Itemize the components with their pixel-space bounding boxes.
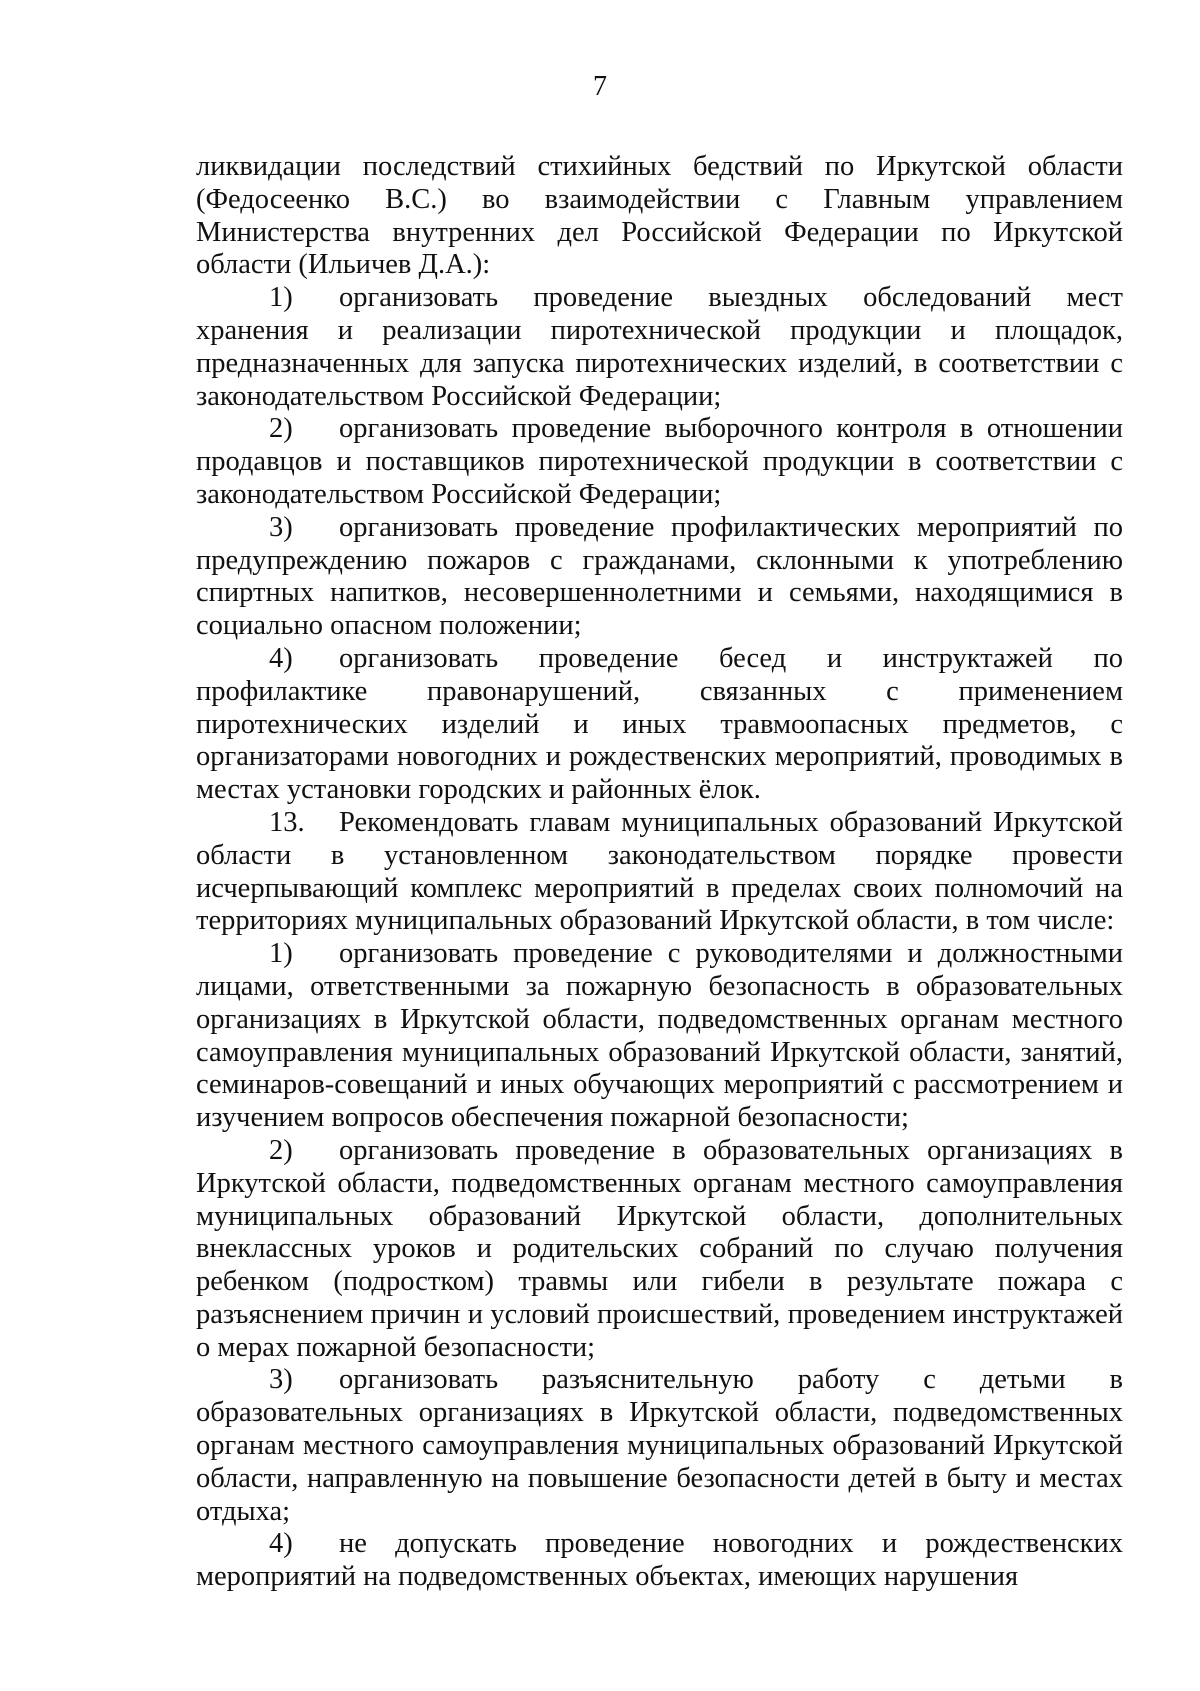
document-body	[196, 151, 1123, 1594]
list-item	[196, 1135, 1123, 1365]
list-item	[196, 1528, 1123, 1594]
clause-number: 13.	[269, 806, 305, 838]
list-marker: 2)	[269, 413, 293, 445]
numbered-clause	[196, 807, 1123, 938]
list-item	[196, 282, 1123, 413]
list-item	[196, 938, 1123, 1135]
list-marker: 3)	[269, 511, 293, 543]
paragraph-text: Рекомендовать главам муниципальных образований Иркутской области в установленном законодательством порядке провести исчерпывающий комплекс мероприятий в пределах своих полномочий на территориях муниципальных образований Иркутской области, в том числе:	[196, 806, 1123, 937]
paragraph-text: организовать проведение в образовательных организациях в Иркутской области, подведомственных органам местного самоуправления муниципальных образований Иркутской области, дополнительных внеклассных уроков и родительских собраний по случаю получения ребенком (подростком) травмы или гибели в результате пожара с разъяснением причин и условий происшествий, проведением инструктажей о мерах пожарной безопасности;	[196, 1134, 1123, 1363]
list-marker: 1)	[269, 938, 293, 970]
list-marker: 4)	[269, 642, 293, 674]
list-item	[196, 512, 1123, 643]
paragraph-text: организовать проведение профилактических мероприятий по предупреждению пожаров с гражданами, склонными к употреблению спиртных напитков, несовершеннолетними и семьями, находящимися в социально опасном положении;	[196, 511, 1123, 642]
list-item	[196, 1364, 1123, 1528]
list-item	[196, 413, 1123, 511]
list-marker: 3)	[269, 1364, 293, 1396]
list-marker: 4)	[269, 1528, 293, 1560]
paragraph-text: организовать проведение с руководителями и должностными лицами, ответственными за пожарную безопасность в образовательных организациях в Иркутской области, подведомственных органам местного самоуправления муниципальных образований Иркутской области, занятий, семинаров-совещаний и иных обучающих мероприятий с рассмотрением и изучением вопросов обеспечения пожарной безопасности;	[196, 938, 1123, 1134]
paragraph-text: не допускать проведение новогодних и рождественских мероприятий на подведомственных объектах, имеющих нарушения	[196, 1528, 1123, 1593]
paragraph-continuation	[196, 151, 1123, 282]
list-marker: 2)	[269, 1134, 293, 1166]
paragraph-text: организовать проведение выездных обследований мест хранения и реализации пиротехнической продукции и площадок, предназначенных для запуска пиротехнических изделий, в соответствии с законодательством Российской Федерации;	[196, 282, 1123, 412]
page-number: 7	[593, 71, 607, 102]
list-marker: 1)	[269, 282, 293, 314]
paragraph-text: организовать проведение выборочного контроля в отношении продавцов и поставщиков пиротехнической продукции в соответствии с законодательством Российской Федерации;	[196, 413, 1123, 510]
list-item	[196, 643, 1123, 807]
paragraph-text: организовать разъяснительную работу с детьми в образовательных организациях в Иркутской области, подведомственных органам местного самоуправления муниципальных образований Иркутской области, направленную на повышение безопасности детей в быту и местах отдыха;	[196, 1364, 1123, 1527]
paragraph-text: ликвидации последствий стихийных бедствий по Иркутской области (Федосеенко В.С.) во взаимодействии с Главным управлением Министерства внутренних дел Российской Федерации по Иркутской области (Ильичев Д.А.):	[196, 151, 1123, 281]
paragraph-text: организовать проведение бесед и инструктажей по профилактике правонарушений, связанных с применением пиротехнических изделий и иных травмоопасных предметов, с организаторами новогодних и рождественских мероприятий, проводимых в местах установки городских и районных ёлок.	[196, 642, 1123, 806]
